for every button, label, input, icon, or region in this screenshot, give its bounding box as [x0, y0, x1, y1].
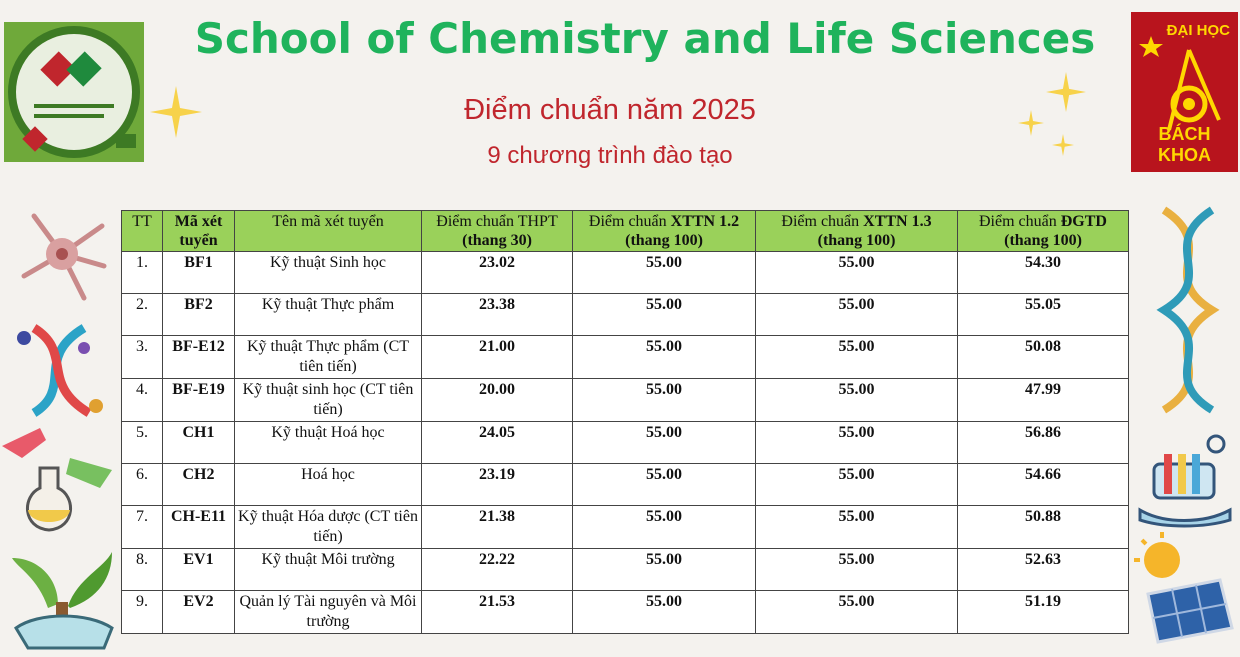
cell-thpt: 23.02	[422, 252, 573, 294]
table-row	[122, 294, 1129, 336]
cell-xttn12: 55.00	[573, 506, 756, 549]
table-row	[122, 464, 1129, 506]
cell-name: Kỹ thuật Môi trường	[235, 549, 422, 591]
logo-top-text: ĐẠI HỌC	[1166, 22, 1230, 39]
cell-xttn12: 55.00	[573, 591, 756, 634]
page-subtitle: Điểm chuẩn năm 2025	[464, 94, 756, 126]
cell-thpt: 23.19	[422, 464, 573, 506]
table-row	[122, 506, 1129, 549]
admission-score-table	[121, 210, 1129, 634]
cell-tt: 4.	[122, 379, 163, 422]
cell-dgtd: 51.19	[958, 591, 1129, 634]
lab-tubes-icon	[1134, 424, 1236, 528]
table-row	[122, 422, 1129, 464]
cell-tt: 3.	[122, 336, 163, 379]
table-row	[122, 252, 1129, 294]
neuron-icon	[14, 206, 110, 302]
page-title: School of Chemistry and Life Sciences	[194, 14, 1096, 63]
cell-xttn13: 55.00	[756, 252, 958, 294]
solar-panel-icon	[1128, 530, 1236, 650]
cell-dgtd: 54.30	[958, 252, 1129, 294]
logo-bottom-text: BÁCH KHOA	[1158, 124, 1211, 165]
cell-name: Kỹ thuật Sinh học	[235, 252, 422, 294]
cell-name: Kỹ thuật Hóa dược (CT tiên tiến)	[235, 506, 422, 549]
sparkle-icon	[1052, 134, 1074, 156]
cell-xttn12: 55.00	[573, 294, 756, 336]
cell-dgtd: 54.66	[958, 464, 1129, 506]
cell-thpt: 24.05	[422, 422, 573, 464]
cell-tt: 6.	[122, 464, 163, 506]
cell-xttn12: 55.00	[573, 549, 756, 591]
cell-dgtd: 52.63	[958, 549, 1129, 591]
cell-name: Hoá học	[235, 464, 422, 506]
cell-xttn13: 55.00	[756, 549, 958, 591]
cell-name: Quản lý Tài nguyên và Môi trường	[235, 591, 422, 634]
cell-xttn13: 55.00	[756, 591, 958, 634]
cell-name: Kỹ thuật sinh học (CT tiên tiến)	[235, 379, 422, 422]
cell-name: Kỹ thuật Thực phẩm (CT tiên tiến)	[235, 336, 422, 379]
cell-thpt: 21.53	[422, 591, 573, 634]
cell-dgtd: 47.99	[958, 379, 1129, 422]
school-logo-icon	[4, 22, 144, 162]
dna-icon	[1150, 206, 1226, 414]
cell-name: Kỹ thuật Thực phẩm	[235, 294, 422, 336]
cell-tt: 1.	[122, 252, 163, 294]
cell-tt: 2.	[122, 294, 163, 336]
cell-xttn13: 55.00	[756, 336, 958, 379]
cell-dgtd: 55.05	[958, 294, 1129, 336]
cell-code: BF2	[163, 294, 235, 336]
cell-tt: 5.	[122, 422, 163, 464]
cell-thpt: 20.00	[422, 379, 573, 422]
cell-code: BF-E19	[163, 379, 235, 422]
sparkle-icon	[150, 86, 202, 138]
cell-code: CH1	[163, 422, 235, 464]
dna-icon	[14, 318, 106, 418]
header-dgtd: Điểm chuẩn ĐGTD (thang 100)	[958, 211, 1129, 252]
cell-thpt: 22.22	[422, 549, 573, 591]
header-code: Mã xét tuyển	[163, 211, 235, 252]
table-row	[122, 549, 1129, 591]
cell-xttn13: 55.00	[756, 464, 958, 506]
header-name: Tên mã xét tuyển	[235, 211, 422, 252]
cell-xttn13: 55.00	[756, 379, 958, 422]
cell-code: BF-E12	[163, 336, 235, 379]
table-row	[122, 336, 1129, 379]
header-xttn13: Điểm chuẩn XTTN 1.3 (thang 100)	[756, 211, 958, 252]
cell-code: CH-E11	[163, 506, 235, 549]
cell-dgtd: 50.88	[958, 506, 1129, 549]
cell-thpt: 21.38	[422, 506, 573, 549]
cell-tt: 9.	[122, 591, 163, 634]
table-header-row	[122, 211, 1129, 252]
page-subtitle-secondary: 9 chương trình đào tạo	[487, 142, 733, 169]
cell-name: Kỹ thuật Hoá học	[235, 422, 422, 464]
cell-code: EV1	[163, 549, 235, 591]
cell-xttn13: 55.00	[756, 506, 958, 549]
cell-xttn13: 55.00	[756, 422, 958, 464]
cell-tt: 8.	[122, 549, 163, 591]
cell-thpt: 21.00	[422, 336, 573, 379]
cell-dgtd: 56.86	[958, 422, 1129, 464]
cell-xttn12: 55.00	[573, 422, 756, 464]
cell-xttn12: 55.00	[573, 252, 756, 294]
sparkle-icon	[1018, 110, 1044, 136]
plant-hand-icon	[8, 548, 118, 652]
bach-khoa-logo-icon	[1131, 12, 1238, 172]
header-tt: TT	[122, 211, 163, 252]
cell-code: EV2	[163, 591, 235, 634]
sparkle-icon	[1046, 72, 1086, 112]
cell-xttn12: 55.00	[573, 336, 756, 379]
cell-xttn12: 55.00	[573, 464, 756, 506]
table-row	[122, 379, 1129, 422]
cell-code: BF1	[163, 252, 235, 294]
table-row	[122, 591, 1129, 634]
header-thpt: Điểm chuẩn THPT (thang 30)	[422, 211, 573, 252]
cell-dgtd: 50.08	[958, 336, 1129, 379]
header-xttn12: Điểm chuẩn XTTN 1.2 (thang 100)	[573, 211, 756, 252]
cell-code: CH2	[163, 464, 235, 506]
cell-tt: 7.	[122, 506, 163, 549]
cell-xttn12: 55.00	[573, 379, 756, 422]
flask-icon	[0, 418, 120, 538]
cell-thpt: 23.38	[422, 294, 573, 336]
cell-xttn13: 55.00	[756, 294, 958, 336]
